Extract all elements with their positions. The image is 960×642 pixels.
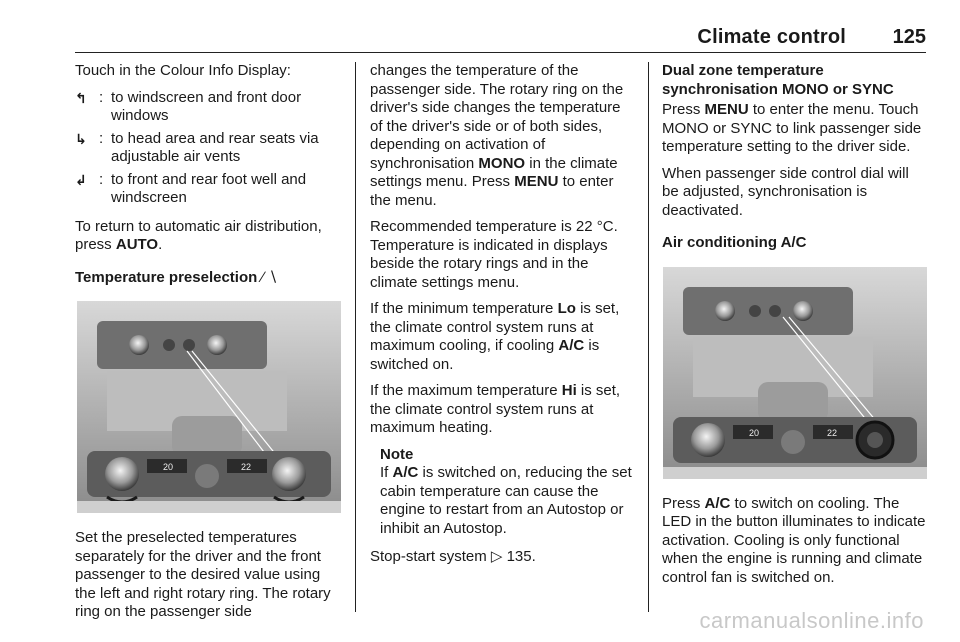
lo-key: Lo <box>557 300 576 317</box>
mode-row-windscreen <box>75 89 343 126</box>
windscreen-door-air-icon: ↰ <box>75 89 87 106</box>
dual-zone-heading: Dual zone temperature synchronisation MONO or SYNC <box>662 62 894 98</box>
return-paragraph: To return to automatic air distribution, press AUTO. <box>75 217 322 253</box>
page-reference-arrow-icon: ▷ <box>490 548 503 565</box>
header-rule <box>75 52 926 53</box>
footwell-air-icon: ↲ <box>75 171 87 188</box>
preselect-paragraph: Set the preselected temperatures separately for the driver and the front passenger to the desired value using the left and right rotary ring. The rotary ring on the passenger side <box>75 529 331 620</box>
ac-key: A/C <box>558 337 585 354</box>
note-box <box>380 446 634 539</box>
head-area-air-icon: ↳ <box>75 130 87 147</box>
ac-key: A/C <box>392 464 419 481</box>
mode-text: to head area and rear seats via adjustable air vents <box>111 129 319 165</box>
stop-start-reference[interactable]: Stop-start system ▷ 135. <box>370 548 536 565</box>
menu-key: MENU <box>704 101 749 118</box>
page-number: 125 <box>892 26 926 48</box>
hi-key: Hi <box>561 382 577 399</box>
climate-panel-photo-ac-button <box>662 267 928 479</box>
ac-paragraph: Press A/C to switch on cooling. The LED in the button illuminates to indicate activation. Cooling is only functional when the engine is running and climate control fan is switched on. <box>662 494 926 586</box>
column-divider-1 <box>355 62 356 612</box>
ac-key: A/C <box>704 494 731 512</box>
mono-key: MONO <box>478 154 526 172</box>
max-temp-paragraph: If the maximum temperature Hi is set, the climate control system runs at maximum heating. <box>370 382 621 436</box>
colon: : <box>99 88 104 106</box>
menu-key: MENU <box>514 173 559 190</box>
auto-key: AUTO <box>115 236 159 253</box>
dual-zone-paragraph: Press MENU to enter the menu. Touch MONO or SYNC to link passenger side temperature setting to the driver side. <box>662 101 922 155</box>
min-temp-paragraph: If the minimum temperature Lo is set, the climate control system runs at maximum cooling, if cooling A/C is switched on. <box>370 300 620 373</box>
colon: : <box>99 170 104 188</box>
mode-text: to front and rear foot well and windscreen <box>111 170 307 206</box>
climate-panel-photo-rotary-rings <box>75 301 343 513</box>
temperature-rotary-icon: ∕ ∖ <box>261 268 278 286</box>
column-3 <box>662 62 928 595</box>
mode-row-head <box>75 130 343 167</box>
column-divider-2 <box>648 62 649 612</box>
note-text: If A/C is switched on, reducing the set cabin temperature can cause the engine to restart from an Autostop or inhibit an Autostop. <box>380 464 632 537</box>
colon: : <box>99 129 104 147</box>
column-2 <box>370 62 634 575</box>
deactivation-paragraph: When passenger side control dial will be adjusted, synchronisation is deactivated. <box>662 164 909 219</box>
intro-text: Touch in the Colour Info Display: <box>75 62 291 79</box>
right-temp-display: 22 <box>827 427 838 438</box>
sync-paragraph: changes the temperature of the passenger side. The rotary ring on the driver's side changes the temperature of the driver's side or of both sides, depending on activation of synchronisation MONO in the climate settings menu. Press MENU to enter the menu. <box>370 62 624 209</box>
air-conditioning-heading: Air conditioning A/C <box>662 234 807 251</box>
recommended-temp-paragraph: Recommended temperature is 22 °C. Temperature is indicated in displays beside the rotary rings and in the climate settings menu. <box>370 218 618 291</box>
mode-row-footwell <box>75 171 343 208</box>
left-temp-display: 20 <box>163 462 174 472</box>
note-title: Note <box>380 445 414 463</box>
mode-text: to windscreen and front door windows <box>111 88 302 124</box>
watermark: carmanualsonline.info <box>699 608 924 633</box>
temperature-preselection-heading: Temperature preselection ∕ ∖ <box>75 268 278 286</box>
header-title: Climate control <box>697 26 846 48</box>
right-temp-display: 22 <box>241 462 252 472</box>
left-temp-display: 20 <box>749 427 760 438</box>
column-1 <box>75 62 343 630</box>
